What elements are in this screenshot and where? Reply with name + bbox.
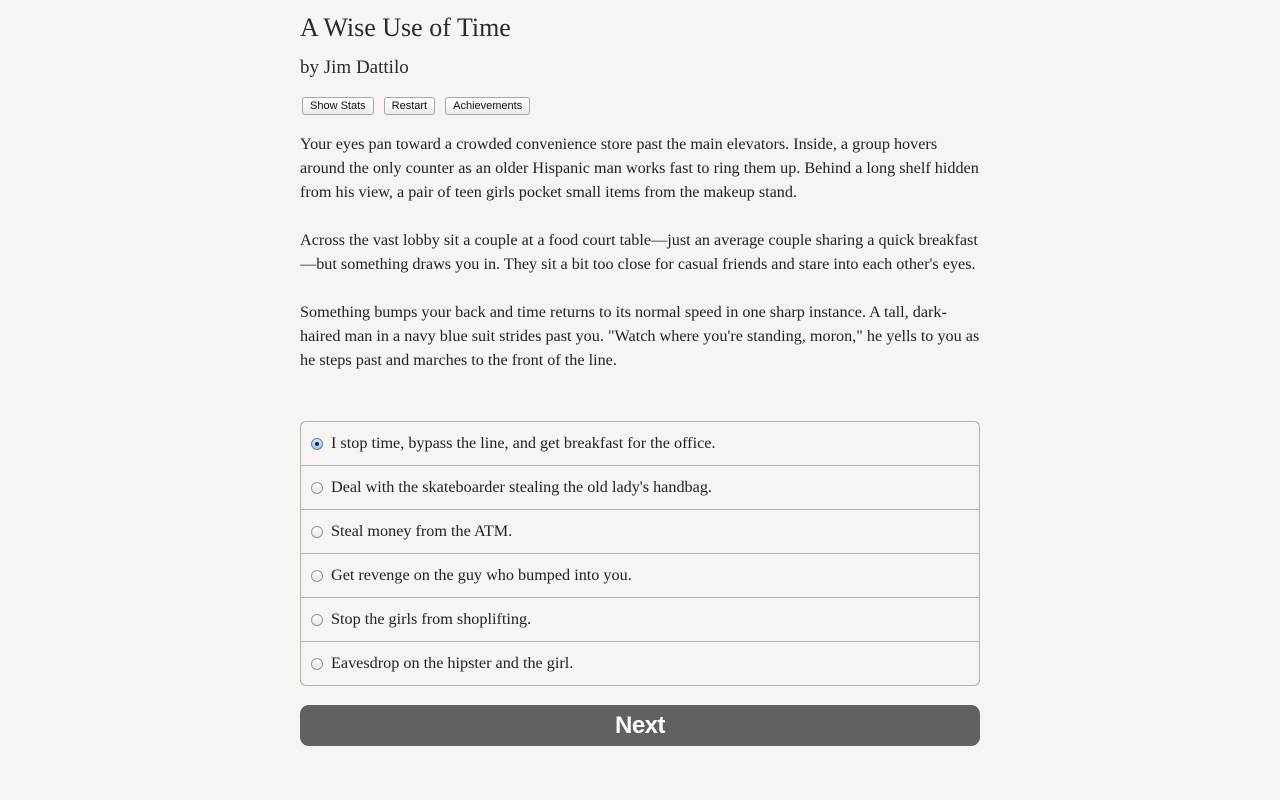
radio-icon[interactable] xyxy=(311,658,323,670)
show-stats-button[interactable]: Show Stats xyxy=(302,97,374,115)
game-title: A Wise Use of Time xyxy=(300,13,511,42)
radio-icon[interactable] xyxy=(311,482,323,494)
choice-label: Steal money from the ATM. xyxy=(331,522,513,540)
toolbar xyxy=(302,97,530,115)
choice-label: Stop the girls from shoplifting. xyxy=(331,610,532,628)
radio-icon[interactable] xyxy=(311,526,323,538)
choice-option[interactable] xyxy=(301,509,979,553)
choice-label: Eavesdrop on the hipster and the girl. xyxy=(331,654,574,672)
radio-selected-icon[interactable] xyxy=(311,438,323,450)
choice-option[interactable] xyxy=(301,641,979,685)
game-author: by Jim Dattilo xyxy=(300,57,409,78)
story-paragraph: Across the vast lobby sit a couple at a food court table—just an average couple sharing a quick breakfast—but something draws you in. They sit a bit too close for casual friends and stare into each other's eyes. xyxy=(300,231,978,273)
radio-icon[interactable] xyxy=(311,570,323,582)
choice-option[interactable] xyxy=(301,465,979,509)
choice-label: Deal with the skateboarder stealing the old lady's handbag. xyxy=(331,478,712,496)
choice-list xyxy=(300,421,980,686)
choice-option[interactable] xyxy=(301,422,979,465)
achievements-button[interactable]: Achievements xyxy=(445,97,530,115)
choice-option[interactable] xyxy=(301,597,979,641)
radio-icon[interactable] xyxy=(311,614,323,626)
story-paragraph: Your eyes pan toward a crowded convenience store past the main elevators. Inside, a group hovers around the only counter as an older Hispanic man works fast to ring them up. Behind a long shelf hidden from his view, a pair of teen girls pocket small items from the makeup stand. xyxy=(300,135,979,201)
choice-option[interactable] xyxy=(301,553,979,597)
story-text xyxy=(300,132,980,396)
choice-label: Get revenge on the guy who bumped into you. xyxy=(331,566,632,584)
choice-label: I stop time, bypass the line, and get breakfast for the office. xyxy=(331,434,716,452)
next-button[interactable]: Next xyxy=(300,705,980,746)
story-paragraph: Something bumps your back and time returns to its normal speed in one sharp instance. A tall, dark-haired man in a navy blue suit strides past you. "Watch where you're standing, moron," he yells to you as he steps past and marches to the front of the line. xyxy=(300,303,980,369)
restart-button[interactable]: Restart xyxy=(384,97,435,115)
